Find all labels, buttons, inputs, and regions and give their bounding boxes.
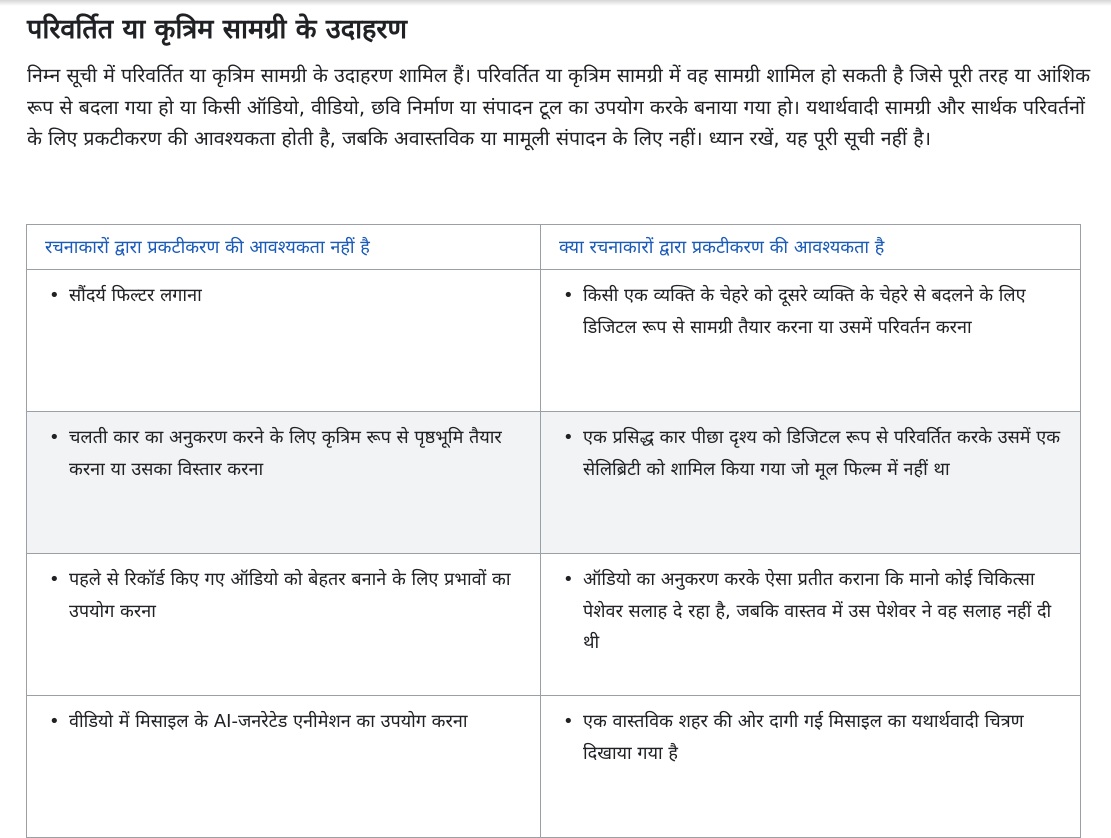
item-text: एक वास्तविक शहर की ओर दागी गई मिसाइल का यथार्थवादी चित्रण दिखाया गया है <box>583 711 1024 764</box>
bullet: • <box>49 569 60 590</box>
cell-not-required <box>27 412 541 554</box>
header-required: क्या रचनाकारों द्वारा प्रकटीकरण की आवश्यकता है <box>541 225 1081 270</box>
intro-paragraph: निम्न सूची में परिवर्तित या कृत्रिम सामग्री के उदाहरण शामिल हैं। परिवर्तित या कृत्रिम सामग्री में वह सामग्री शामिल हो सकती है जिसे पूरी तरह या आंशिक रूप से बदला गया हो या किसी ऑडियो, वीडियो, छवि निर्माण या संपादन टूल का उपयोग करके बनाया गया हो। यथार्थवादी सामग्री और सार्थक परिवर्तनों के लिए प्रकटीकरण की आवश्यकता होती है, जबकि अवास्तविक या मामूली संपादन के लिए नहीं। ध्यान रखें, यह पूरी सूची नहीं है। <box>27 64 1091 150</box>
list-item <box>49 706 522 738</box>
item-text: सौंदर्य फिल्टर लगाना <box>69 285 202 306</box>
table-row <box>27 270 1081 412</box>
item-text: वीडियो में मिसाइल के AI-जनरेटेड एनीमेशन का उपयोग करना <box>69 711 468 732</box>
cell-not-required <box>27 554 541 696</box>
list-item <box>563 564 1062 659</box>
article-content <box>27 0 1091 155</box>
bullet: • <box>49 427 60 448</box>
list-item <box>563 706 1062 769</box>
list-item <box>49 280 522 312</box>
list-item <box>563 280 1062 343</box>
cell-required <box>541 696 1081 838</box>
table-header-row <box>27 225 1081 270</box>
bullet: • <box>563 285 574 306</box>
bullet: • <box>49 285 60 306</box>
item-text: एक प्रसिद्ध कार पीछा दृश्य को डिजिटल रूप से परिवर्तित करके उसमें एक सेलिब्रिटी को शामिल किया गया जो मूल फिल्म में नहीं था <box>583 427 1061 480</box>
cell-required <box>541 554 1081 696</box>
item-text: किसी एक व्यक्ति के चेहरे को दूसरे व्यक्ति के चेहरे से बदलने के लिए डिजिटल रूप से सामग्री तैयार करना या उसमें परिवर्तन करना <box>583 285 1026 338</box>
item-text: ऑडियो का अनुकरण करके ऐसा प्रतीत कराना कि मानो कोई चिकित्सा पेशेवर सलाह दे रहा है, जबकि वास्तव में उस पेशेवर ने वह सलाह नहीं दी थी <box>583 569 1052 653</box>
examples-table <box>26 224 1081 838</box>
bullet: • <box>49 711 60 732</box>
table-row <box>27 412 1081 554</box>
cell-required <box>541 412 1081 554</box>
header-not-required: रचनाकारों द्वारा प्रकटीकरण की आवश्यकता नहीं है <box>27 225 541 270</box>
table-row <box>27 554 1081 696</box>
cell-not-required <box>27 696 541 838</box>
bullet: • <box>563 427 574 448</box>
item-text: पहले से रिकॉर्ड किए गए ऑडियो को बेहतर बनाने के लिए प्रभावों का उपयोग करना <box>69 569 511 622</box>
table-row <box>27 696 1081 838</box>
cell-required <box>541 270 1081 412</box>
cell-not-required <box>27 270 541 412</box>
page-title: परिवर्तित या कृत्रिम सामग्री के उदाहरण <box>27 14 407 45</box>
list-item <box>49 422 522 485</box>
bullet: • <box>563 711 574 732</box>
list-item <box>49 564 522 627</box>
bullet: • <box>563 569 574 590</box>
list-item <box>563 422 1062 485</box>
item-text: चलती कार का अनुकरण करने के लिए कृत्रिम रूप से पृष्ठभूमि तैयार करना या उसका विस्तार करना <box>69 427 502 480</box>
